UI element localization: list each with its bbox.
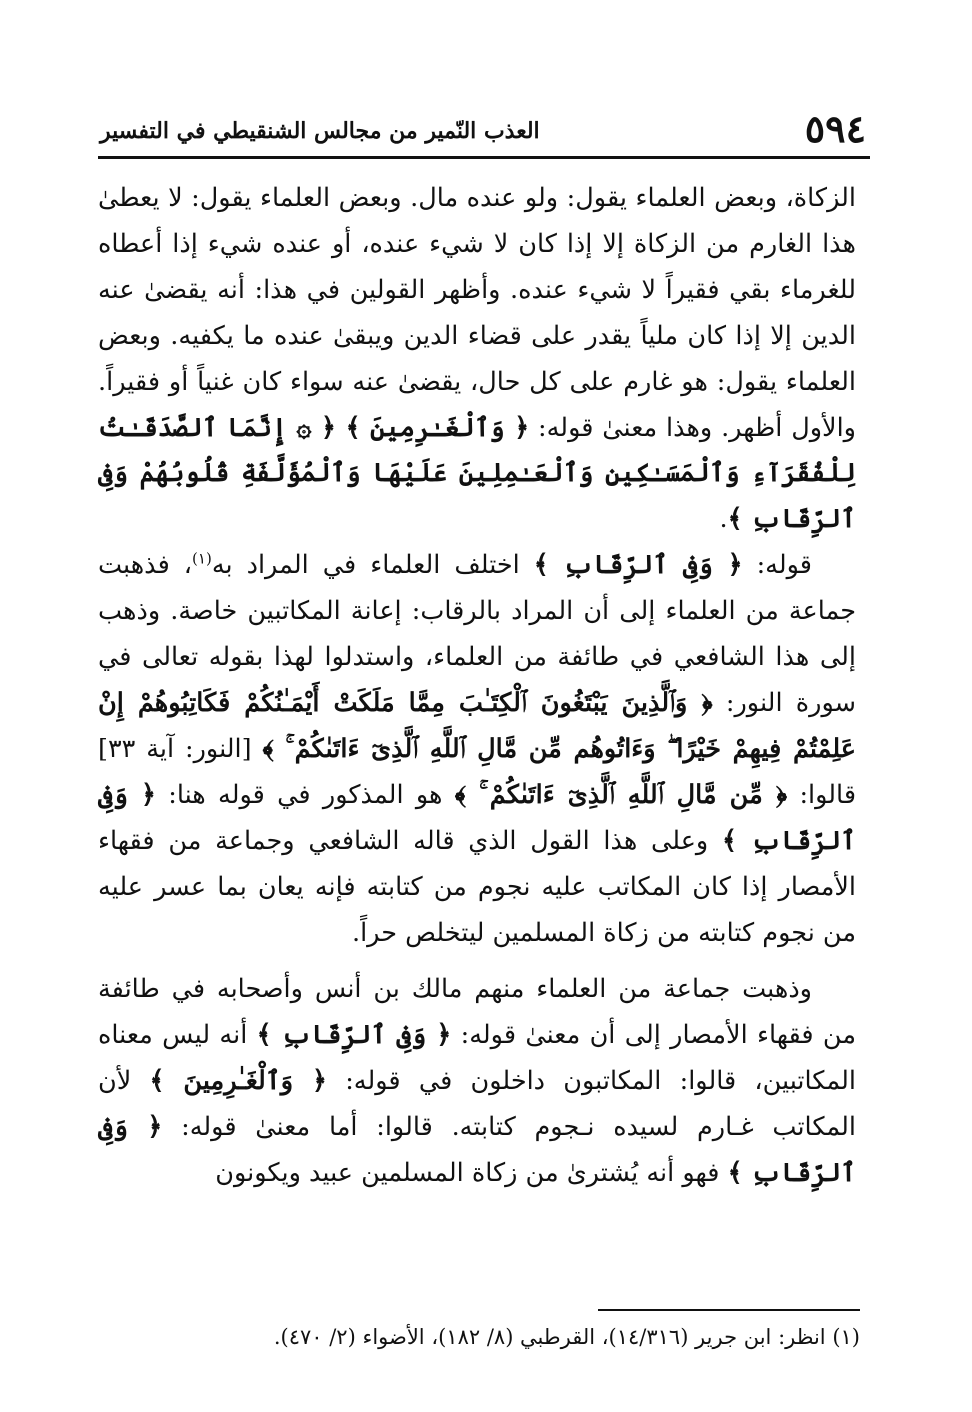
footnote-reference[interactable]: (١) xyxy=(192,549,212,568)
running-title: العذب النّمير من مجالس الشنقيطي في التفسير xyxy=(100,118,540,144)
quran-verse: ﴿ وَٱلْغَـٰرِمِينَ ﴾ ﴿ ۞ إِنَّمَا ٱلصَّدَقَـٰتُ لِلْفُقَرَآءِ وَٱلْمَسَـٰكِينِ وَٱلْعَـٰمِلِينَ عَلَيْهَا وَٱلْمُؤَلَّفَةِ قُلُوبُهُمْ وَفِى ٱلرِّقَابِ ﴾ xyxy=(98,412,856,535)
quran-verse: ﴿ وَٱلْغَـٰرِمِينَ ﴾ xyxy=(149,1066,327,1097)
paragraph-2 xyxy=(98,543,856,956)
paragraph-text: لأن المكاتب غـارم لسيده نـجوم كتابته. قالوا: أما معنىٰ قوله: xyxy=(98,1066,856,1143)
paragraph-text: اختلف العلماء في المراد به xyxy=(211,550,534,581)
quran-verse: ﴿ وَفِى ٱلرِّقَابِ ﴾ xyxy=(98,779,856,856)
footnote-rule xyxy=(598,1309,860,1311)
quran-verse: ﴿ وَٱلَّذِينَ يَبْتَغُونَ ٱلْكِتَـٰبَ مِمَّا مَلَكَتْ أَيْمَـٰنُكُمْ فَكَاتِبُوهُمْ إِنْ عَلِمْتُمْ فِيهِمْ خَيْرًا ۖ وَءَاتُوهُم مِّن مَّالِ ٱللَّهِ ٱلَّذِىٓ ءَاتَىٰكُمْ ۚ ﴾ xyxy=(98,687,857,764)
paragraph-text: وذهبت جماعة من العلماء منهم مالك بن أنس وأصحابه في طائفة من فقهاء الأمصار إلى أن معنىٰ قوله: xyxy=(98,974,856,1051)
page-header xyxy=(100,104,866,164)
paragraph-text: أنه ليس معناه المكاتبين، قالوا: المكاتبون داخلون في قوله: xyxy=(98,1020,856,1097)
quran-verse: ﴿ وَفِى ٱلرِّقَابِ ﴾ xyxy=(533,550,743,581)
paragraph-1 xyxy=(98,176,856,543)
paragraph-text: ، فذهبت جماعة من العلماء إلى أن المراد بالرقاب: إعانة المكاتبين خاصة. وذهب إلى هذا الشافعي في طائفة من العلماء، واستدلوا لهذا بقوله تعالى في سورة النور: xyxy=(98,550,856,718)
paragraph-text: فهو أنه يُشترىٰ من زكاة المسلمين عبيد ويكونون xyxy=(215,1158,728,1189)
quran-verse: ﴿ مِّن مَّالِ ٱللَّهِ ٱلَّذِىٓ ءَاتَىٰكُمْ ۚ ﴾ xyxy=(454,779,788,810)
paragraph-text: قوله: xyxy=(742,550,812,581)
quran-verse: ﴿ وَفِى ٱلرِّقَابِ ﴾ xyxy=(98,1112,856,1189)
paragraph-3 xyxy=(98,967,856,1197)
page-number: ٥٩٤ xyxy=(804,106,866,151)
quran-verse: ﴿ وَفِى ٱلرِّقَابِ ﴾ xyxy=(256,1020,452,1051)
footnote: (١) انظر: ابن جرير (١٤/٣١٦)، القرطبي (٨/ ١٨٢)، الأضواء (٢/ ٤٧٠). xyxy=(273,1325,860,1349)
punctuation: . xyxy=(719,504,728,535)
main-text xyxy=(98,176,856,1197)
paragraph-text: [النور: آية ٣٣] قالوا: xyxy=(98,733,857,810)
header-rule xyxy=(98,156,870,159)
paragraph-text: الزكاة، وبعض العلماء يقول: ولو عنده مال. وبعض العلماء يقول: لا يعطىٰ هذا الغارم من الزكاة إلا إذا كان لا شيء عنده، أو عنده شيء إذا أعطاه للغرماء بقي فقيراً لا شيء عنده. وأظهر القولين في هذا: أنه يقضىٰ عنه الدين إلا إذا كان ملياً يقدر على قضاء الدين ويبقىٰ عنده ما يكفيه. وبعض العلماء يقول: هو غارم على كل حال، يقضىٰ عنه سواء كان غنياً أو فقيراً. والأول أظهر. وهذا معنىٰ قوله: xyxy=(98,183,856,443)
paragraph-text: هو المذكور في قوله هنا: xyxy=(155,779,455,810)
paragraph-text: وعلى هذا القول الذي قاله الشافعي وجماعة من فقهاء الأمصار إذا كان المكاتب عليه نجوم من كتابته فإنه يعان بما عسر عليه من نجوم كتابته من زكاة المسلمين ليتخلص حراً. xyxy=(98,825,856,948)
